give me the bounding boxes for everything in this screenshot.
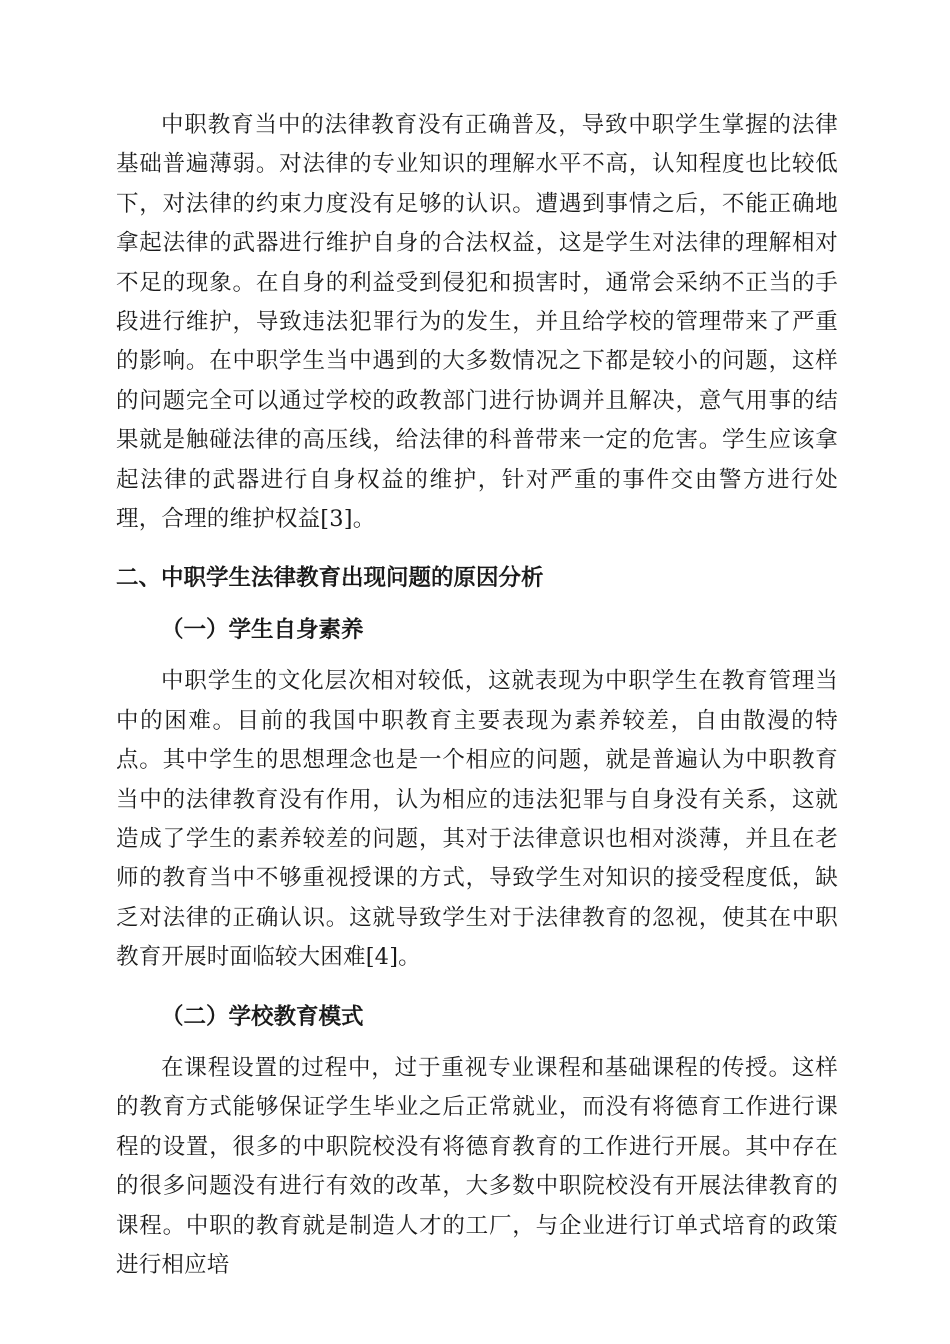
body-paragraph: 中职教育当中的法律教育没有正确普及，导致中职学生掌握的法律基础普遍薄弱。对法律的专业知识的理解水平不高，认知程度也比较低下，对法律的约束力度没有足够的认识。遭遇到事情之后，不能正确地拿起法律的武器进行维护自身的合法权益，这是学生对法律的理解相对不足的现象。在自身的利益受到侵犯和损害时，通常会采纳不正当的手段进行维护，导致违法犯罪行为的发生，并且给学校的管理带来了严重的影响。在中职学生当中遇到的大多数情况之下都是较小的问题，这样的问题完全可以通过学校的政教部门进行协调并且解决，意气用事的结果就是触碰法律的高压线，给法律的科普带来一定的危害。学生应该拿起法律的武器进行自身权益的维护，针对严重的事件交由警方进行处理，合理的维护权益[3]。	[116, 112, 838, 533]
spacer	[116, 978, 838, 998]
spacer	[116, 650, 838, 662]
section-heading: 二、中职学生法律教育出现问题的原因分析	[116, 565, 544, 592]
body-paragraph: 在课程设置的过程中，过于重视专业课程和基础课程的传授。这样的教育方式能够保证学生毕业之后正常就业，而没有将德育工作进行课程的设置，很多的中职院校没有将德育教育的工作进行开展。其中存在的很多问题没有进行有效的改革，大多数中职院校没有开展法律教育的课程。中职的教育就是制造人才的工厂，与企业进行订单式培育的政策进行相应培	[116, 1054, 838, 1278]
spacer	[116, 599, 838, 611]
spacer	[116, 1037, 838, 1049]
body-paragraph: 中职学生的文化层次相对较低，这就表现为中职学生在教育管理当中的困难。目前的我国中职教育主要表现为素养较差，自由散漫的特点。其中学生的思想理念也是一个相应的问题，就是普遍认为中职教育当中的法律教育没有作用，认为相应的违法犯罪与自身没有关系，这就造成了学生的素养较差的问题，其对于法律意识也相对淡薄，并且在老师的教育当中不够重视授课的方式，导致学生对知识的接受程度低，缺乏对法律的正确认识。这就导致学生对于法律教育的忽视，使其在中职教育开展时面临较大困难[4]。	[116, 668, 838, 971]
spacer	[116, 539, 838, 559]
document-page	[116, 106, 838, 1285]
subsection-heading: （二）学校教育模式	[161, 1003, 364, 1030]
subsection-heading: （一）学生自身素养	[161, 616, 364, 643]
